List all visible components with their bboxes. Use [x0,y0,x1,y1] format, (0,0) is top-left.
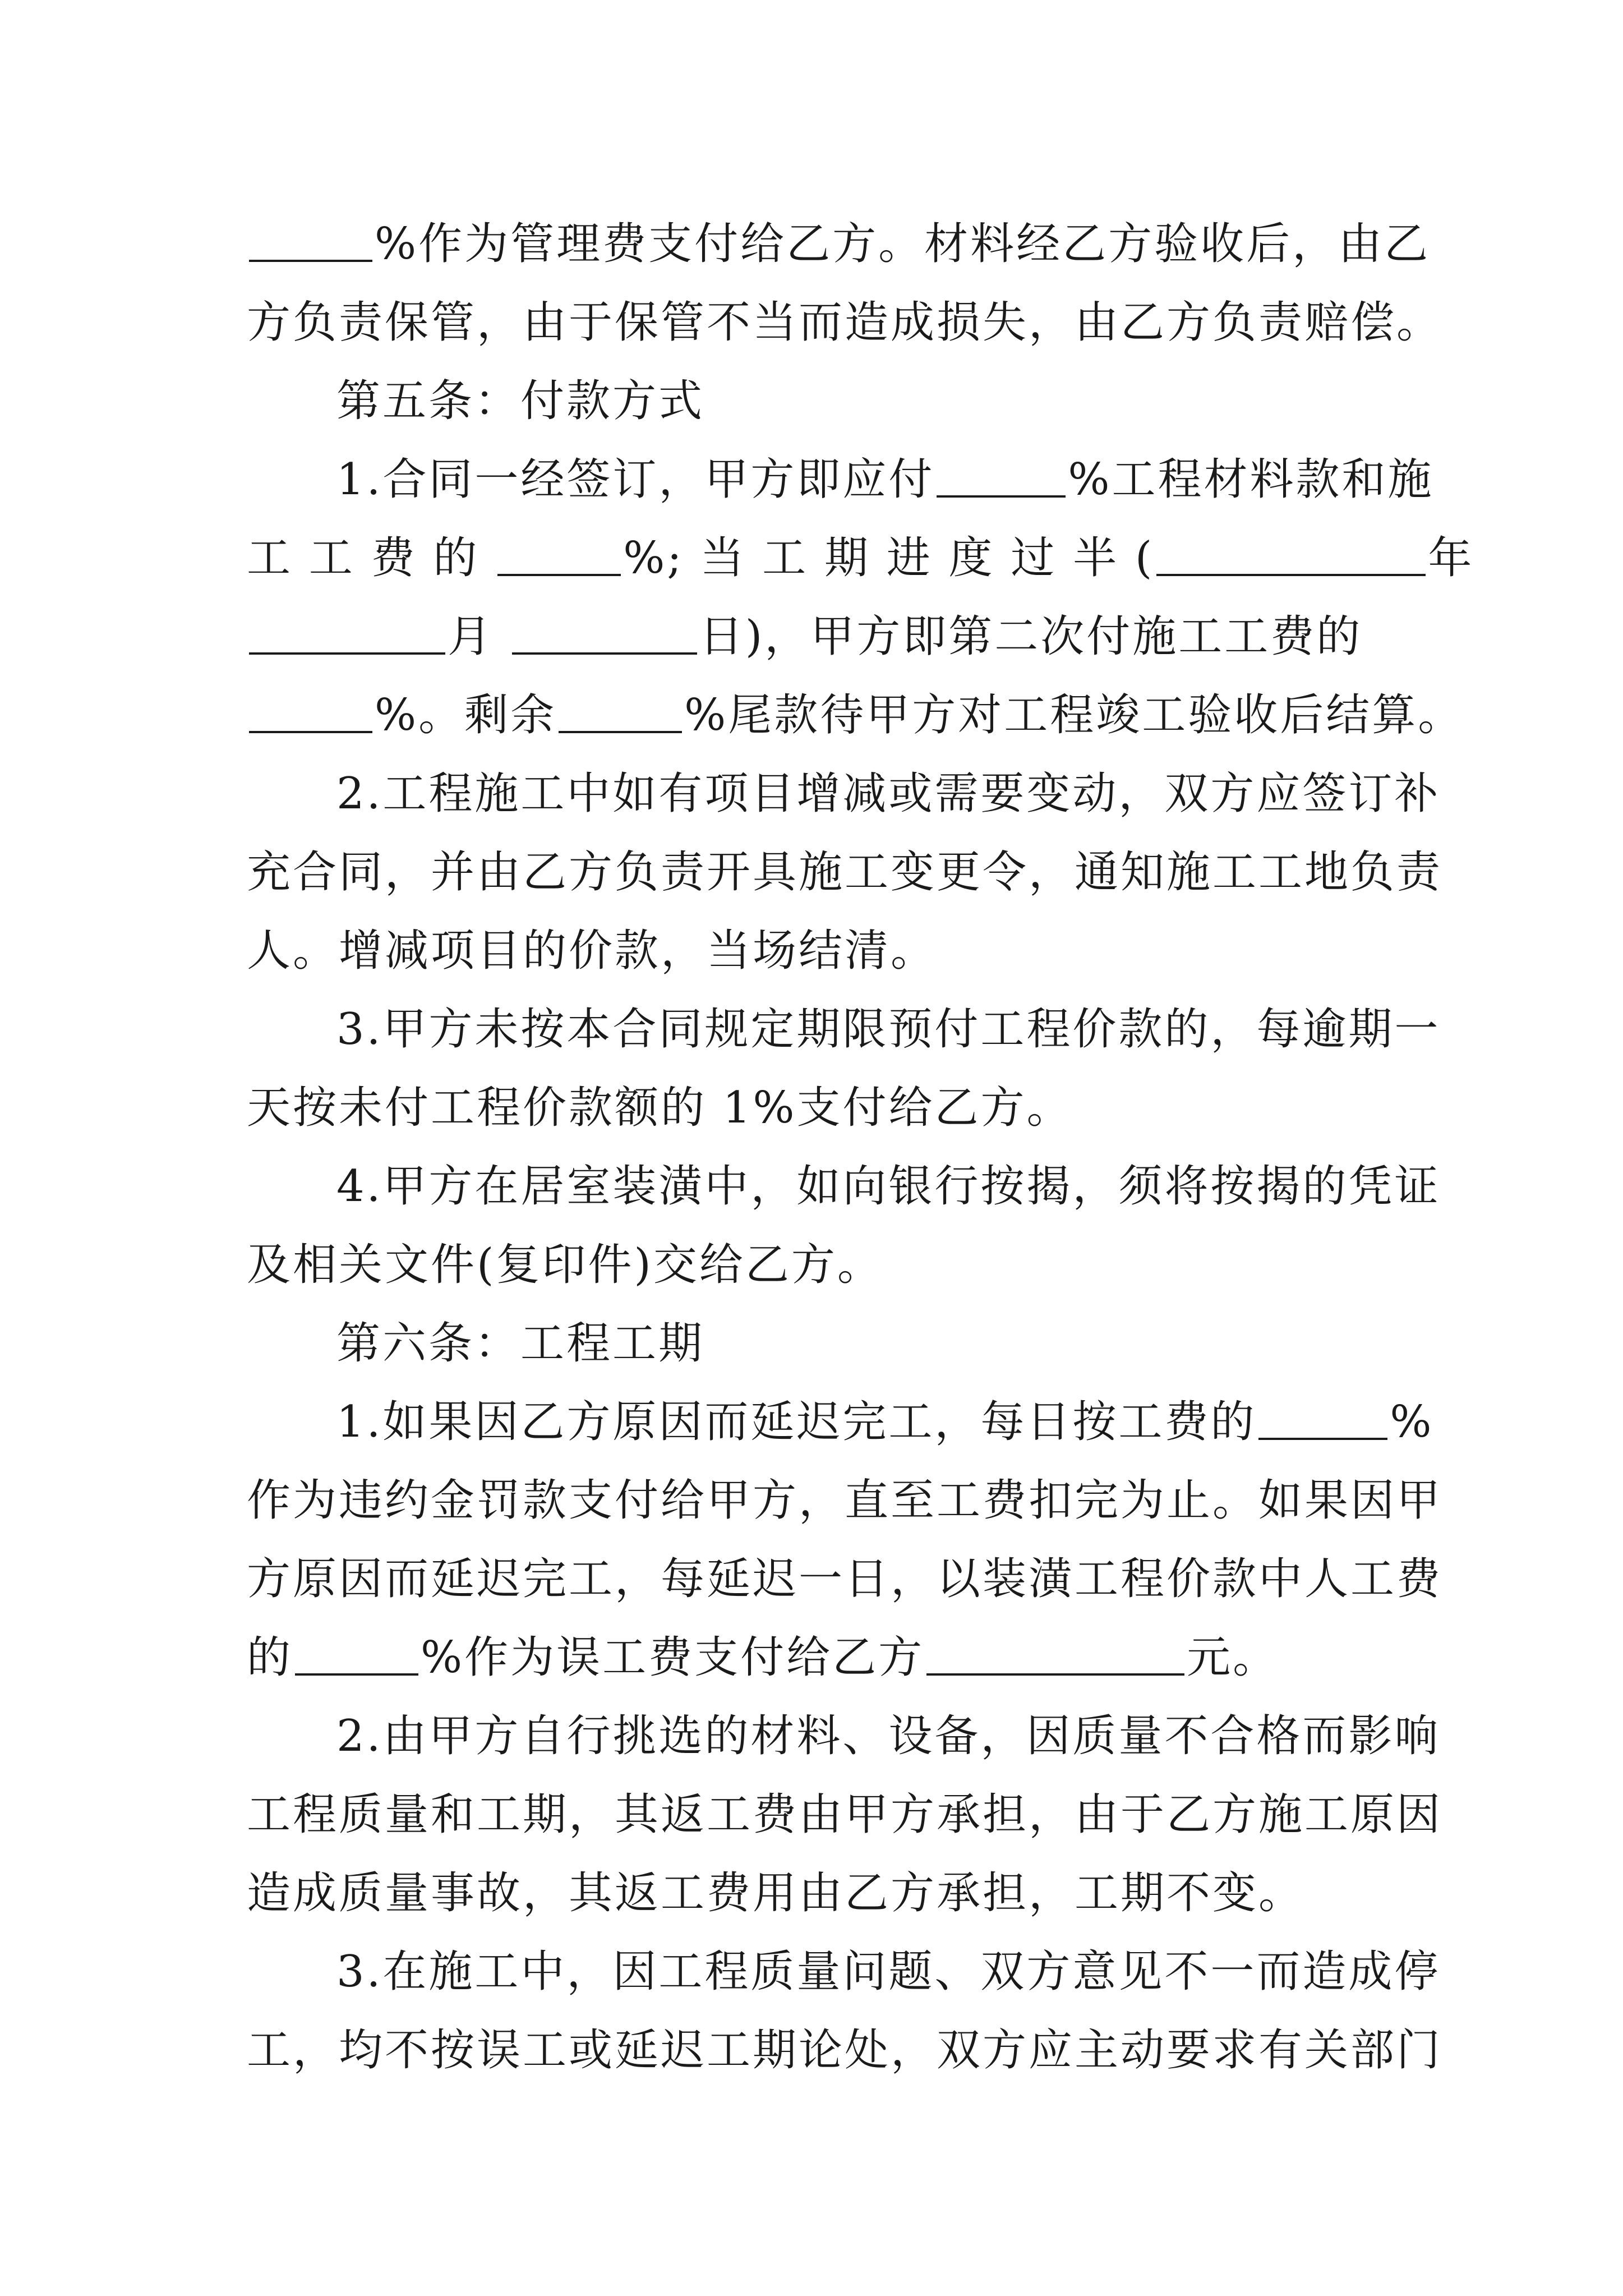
text-segment: 日)，甲方即第二次付施工工费的 [699,611,1363,662]
fill-in-blank [937,452,1066,498]
section-heading: 第六条：工程工期 [336,1318,705,1369]
text-segment: %作为误工费支付给乙方 [421,1632,925,1683]
text-line: 人。增减项目的价款，当场结清。 [247,926,937,976]
text-line: 作为违约金罚款支付给甲方，直至工费扣完为止。如果因甲 [247,1475,1443,1526]
text-segment: % [1390,1397,1434,1447]
fill-in-blank [497,530,621,576]
text-segment: %; 当 工 期 进 度 过 半 ( [623,533,1155,583]
fill-in-blank [1258,1394,1387,1440]
text-line [247,205,1431,283]
fill-in-blank [249,216,372,262]
text-line: 及相关文件(复印件)交给乙方。 [247,1240,883,1290]
text-segment: %尾款待甲方对工程竣工验收后结算。 [684,690,1464,740]
fill-in-blank [512,609,697,655]
text-line: 充合同，并由乙方负责开具施工变更令，通知施工工地负责 [247,847,1443,898]
text-segment: %作为管理费支付给乙方。材料经乙方验收后，由乙 [375,219,1431,269]
fill-in-blank [1156,530,1426,576]
text-segment: 1.合同一经签订，甲方即应付 [336,454,935,505]
text-line: 方原因而延迟完工，每延迟一日，以装潢工程价款中人工费 [247,1554,1443,1604]
text-line [336,1383,1434,1461]
text-line: 2.由甲方自行挑选的材料、设备，因质量不合格而影响 [336,1711,1441,1761]
fill-in-blank [926,1630,1184,1676]
fill-in-blank [295,1630,418,1676]
section-heading: 第五条：付款方式 [336,376,705,426]
text-line [247,597,1385,676]
text-segment: 1.如果因乙方原因而延迟完工，每日按工费的 [336,1397,1257,1447]
text-segment: 的 [247,1632,293,1683]
fill-in-blank [559,687,682,733]
text-segment: 月 [448,611,494,662]
text-line: 造成质量事故，其返工费用由乙方承担，工期不变。 [247,1868,1305,1918]
text-line: 4.甲方在居室装潢中，如向银行按揭，须将按揭的凭证 [336,1161,1441,1212]
text-line: 工程质量和工期，其返工费由甲方承担，由于乙方施工原因 [247,1789,1443,1840]
text-line [247,1618,1385,1697]
text-segment: %工程材料款和施 [1068,454,1434,505]
text-line [247,676,1464,754]
text-line: 3.在施工中，因工程质量问题、双方意见不一而造成停 [336,1947,1441,1997]
text-line [247,519,1474,597]
text-segment: 工 工 费 的 [247,533,479,583]
text-line [336,440,1434,519]
text-segment: 年 [1428,533,1474,583]
text-segment: 元。 [1187,1632,1279,1683]
fill-in-blank [249,609,445,655]
text-segment: %。剩余 [375,690,557,740]
text-line: 天按未付工程价款额的 1%支付给乙方。 [247,1083,1073,1133]
text-line: 2.工程施工中如有项目增减或需要变动，双方应签订补 [336,769,1441,819]
text-line: 3.甲方未按本合同规定期限预付工程价款的，每逾期一 [336,1004,1441,1055]
text-line: 方负责保管，由于保管不当而造成损失，由乙方负责赔偿。 [247,297,1443,348]
fill-in-blank [249,687,372,733]
text-line: 工，均不按误工或延迟工期论处，双方应主动要求有关部门 [247,2025,1443,2076]
